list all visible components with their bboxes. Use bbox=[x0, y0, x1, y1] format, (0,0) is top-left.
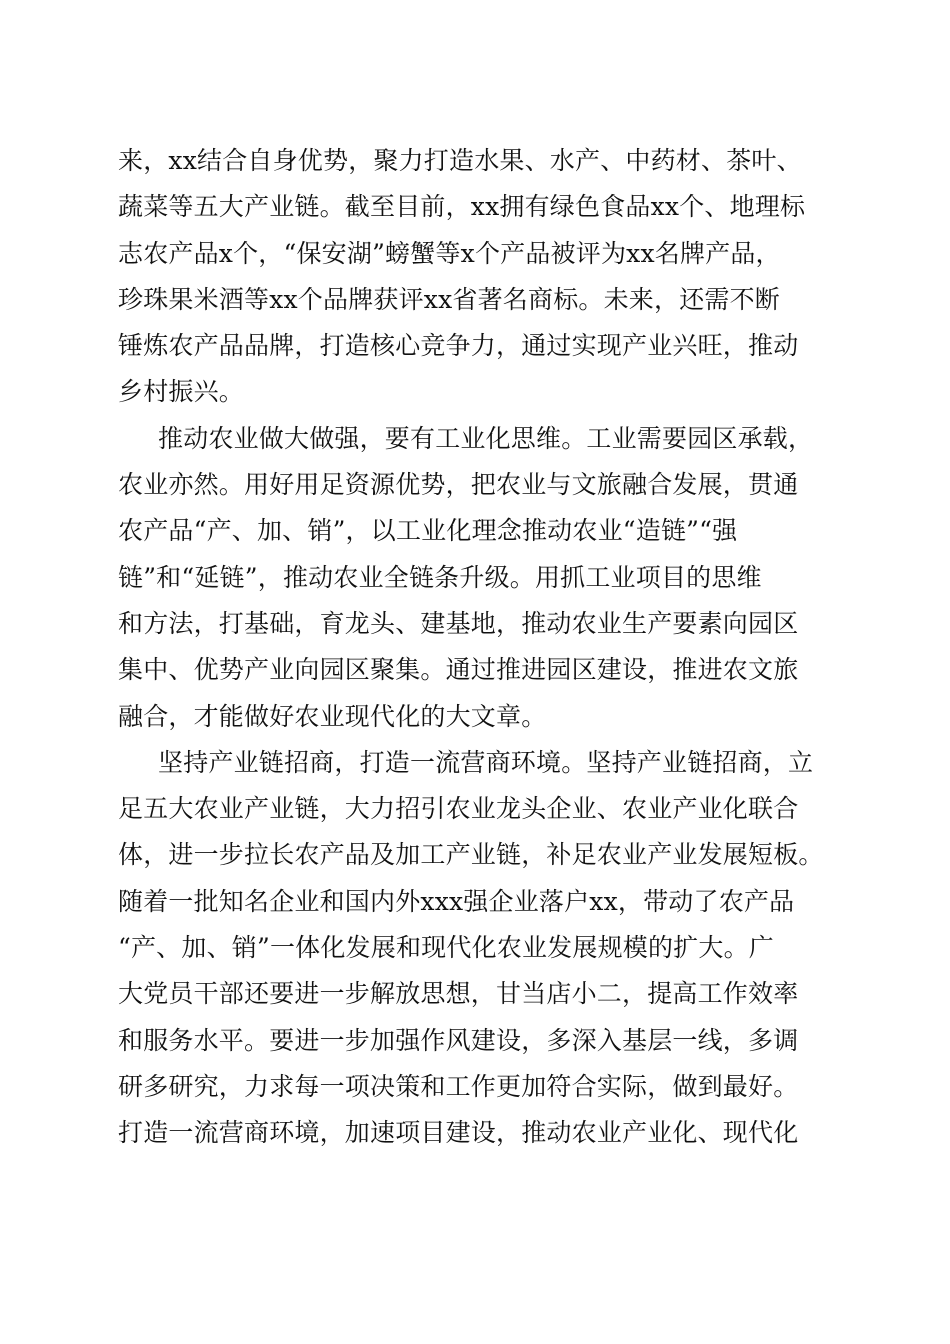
text-line: 农业亦然。用好用足资源优势，把农业与文旅融合发展，贯通 bbox=[118, 470, 799, 500]
text-line: 农产品“产、加、销”，以工业化理念推动农业“造链”“强 bbox=[118, 516, 738, 546]
text-line: 珍珠果米酒等xx个品牌获评xx省著名商标。未来，还需不断 bbox=[118, 284, 780, 314]
text-line: 链”和“延链”，推动农业全链条升级。用抓工业项目的思维 bbox=[118, 562, 762, 592]
text-line: 锤炼农产品品牌，打造核心竞争力，通过实现产业兴旺，推动 bbox=[118, 331, 799, 361]
text-line: 和方法，打基础，育龙头、建基地，推动农业生产要素向园区 bbox=[118, 608, 799, 638]
text-line: 体，进一步拉长农产品及加工产业链，补足农业产业发展短板。 bbox=[118, 840, 824, 870]
text-line: 打造一流营商环境，加速项目建设，推动农业产业化、现代化 bbox=[118, 1118, 799, 1148]
text-line: 蔬菜等五大产业链。截至目前，xx拥有绿色食品xx个、地理标 bbox=[118, 192, 806, 222]
paragraph-investment bbox=[118, 740, 830, 1157]
text-line: 融合，才能做好农业现代化的大文章。 bbox=[118, 701, 547, 731]
text-line: “产、加、销”一体化发展和现代化农业发展规模的扩大。广 bbox=[118, 933, 774, 963]
document-body bbox=[118, 138, 830, 1157]
paragraph-brand bbox=[118, 138, 830, 416]
text-line: 坚持产业链招商，打造一流营商环境。坚持产业链招商，立 bbox=[158, 747, 814, 777]
text-line: 志农产品x个，“保安湖”螃蟹等x个产品被评为xx名牌产品， bbox=[118, 238, 781, 268]
paragraph-industrialization bbox=[118, 416, 830, 740]
text-line: 集中、优势产业向园区聚集。通过推进园区建设，推进农文旅 bbox=[118, 655, 799, 685]
text-line: 来，xx结合自身优势，聚力打造水果、水产、中药材、茶叶、 bbox=[118, 146, 802, 175]
text-line: 推动农业做大做强，要有工业化思维。工业需要园区承载， bbox=[158, 423, 814, 453]
text-line: 乡村振兴。 bbox=[118, 377, 245, 407]
text-line: 随着一批知名企业和国内外xxx强企业落户xx，带动了农产品 bbox=[118, 886, 795, 916]
text-line: 足五大农业产业链，大力招引农业龙头企业、农业产业化联合 bbox=[118, 794, 799, 824]
text-line: 大党员干部还要进一步解放思想，甘当店小二，提高工作效率 bbox=[118, 979, 799, 1009]
text-line: 和服务水平。要进一步加强作风建设，多深入基层一线，多调 bbox=[118, 1025, 799, 1055]
text-line: 研多研究，力求每一项决策和工作更加符合实际，做到最好。 bbox=[118, 1071, 799, 1101]
